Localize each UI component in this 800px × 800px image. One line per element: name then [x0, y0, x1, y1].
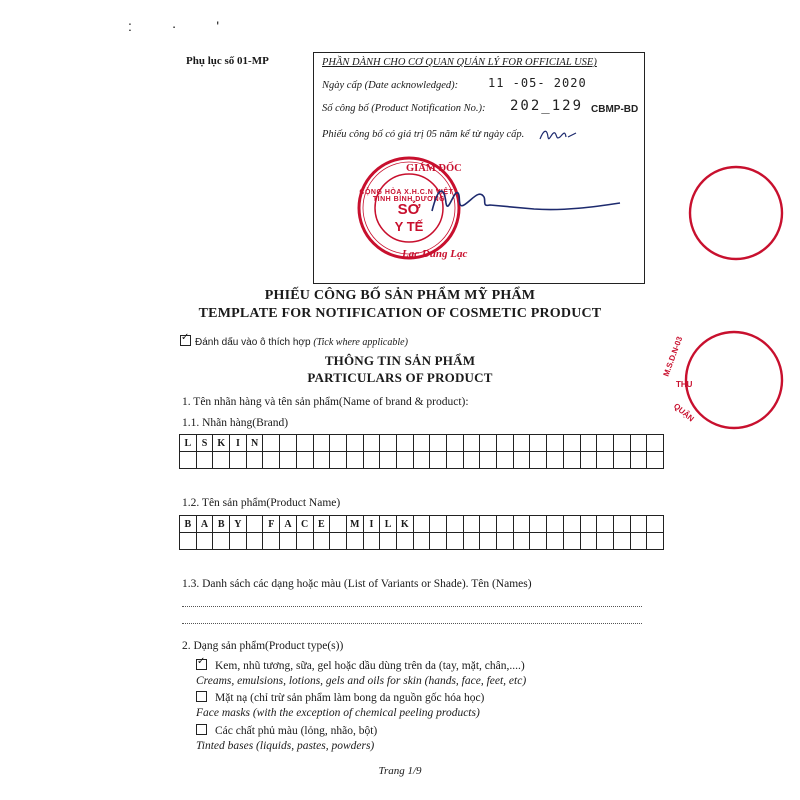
brand-grid-cell	[613, 452, 630, 469]
signer-name: Lạc Dung Lạc	[402, 248, 468, 260]
side-seal-text-3: QUẬN	[671, 401, 696, 424]
product-grid-cell: M	[346, 516, 363, 533]
product-type-1	[196, 659, 525, 672]
brand-grid-cell	[213, 452, 230, 469]
initials-signature	[538, 125, 578, 145]
brand-grid-cell	[430, 435, 447, 452]
product-grid-cell: C	[296, 516, 313, 533]
product-grid-row	[180, 533, 664, 550]
product-grid-cell	[630, 516, 647, 533]
product-grid-cell	[530, 533, 547, 550]
brand-grid-cell	[330, 435, 347, 452]
seal-center-bottom: Y TẾ	[394, 219, 424, 234]
date-label: Ngày cấp (Date acknowledged):	[322, 80, 459, 91]
brand-grid-cell: S	[196, 435, 213, 452]
brand-grid-cell	[380, 435, 397, 452]
brand-grid-row	[180, 435, 664, 452]
seal-ring-text: CỘNG HÒA X.H.C.N VIỆT · TỈNH BÌNH DƯƠNG	[359, 189, 459, 203]
checkbox-icon	[180, 335, 191, 346]
brand-grid-cell	[430, 452, 447, 469]
brand-grid-cell	[597, 435, 614, 452]
product-grid-cell	[513, 533, 530, 550]
brand-grid-cell	[647, 452, 664, 469]
seal-center-top: SỞ	[397, 201, 421, 218]
section-title-en: PARTICULARS OF PRODUCT	[307, 370, 493, 385]
side-seal-top	[656, 165, 800, 265]
product-grid-cell	[430, 533, 447, 550]
product-grid-cell	[363, 533, 380, 550]
product-type-2-en: Face masks (with the exception of chemical peeling products)	[196, 707, 480, 719]
variants-line-2	[182, 623, 642, 624]
product-grid-cell: I	[363, 516, 380, 533]
question-2: 2. Dạng sản phẩm(Product type(s))	[182, 640, 344, 652]
notification-number-label: Số công bố (Product Notification No.):	[322, 103, 486, 114]
brand-grid-cell	[480, 452, 497, 469]
brand-grid-cell	[647, 435, 664, 452]
product-grid-cell: B	[213, 516, 230, 533]
page-number: Trang 1/9	[378, 765, 422, 777]
product-grid-cell	[547, 516, 564, 533]
brand-grid-row	[180, 452, 664, 469]
brand-grid-cell: L	[180, 435, 197, 452]
section-title-vi: THÔNG TIN SẢN PHẨM	[324, 353, 476, 368]
product-type-1-checkbox[interactable]	[196, 659, 207, 670]
brand-grid-cell	[180, 452, 197, 469]
signer-title: GIÁM ĐỐC	[406, 163, 462, 174]
brand-grid-cell	[447, 452, 464, 469]
brand-grid-cell	[380, 452, 397, 469]
brand-grid-cell	[313, 452, 330, 469]
product-grid-cell	[613, 533, 630, 550]
brand-grid-cell	[580, 435, 597, 452]
brand-grid-cell	[447, 435, 464, 452]
product-type-2	[196, 691, 484, 704]
brand-grid-cell	[296, 435, 313, 452]
appendix-label: Phụ lục số 01-MP	[186, 55, 269, 67]
product-grid-cell	[597, 516, 614, 533]
brand-grid-cell	[563, 452, 580, 469]
product-grid-cell	[530, 516, 547, 533]
product-grid-cell	[430, 516, 447, 533]
product-grid-cell: F	[263, 516, 280, 533]
product-grid-cell	[497, 516, 514, 533]
product-type-3-en: Tinted bases (liquids, pastes, powders)	[196, 740, 375, 752]
product-grid-cell: L	[380, 516, 397, 533]
brand-grid-cell	[547, 452, 564, 469]
product-grid-cell: B	[180, 516, 197, 533]
director-signature	[424, 181, 624, 221]
tick-note-vi: Đánh dấu vào ô thích hợp	[195, 337, 311, 348]
brand-grid-cell	[346, 435, 363, 452]
product-grid-cell	[296, 533, 313, 550]
question-1-2: 1.2. Tên sản phẩm(Product Name)	[182, 497, 341, 509]
product-grid-row	[180, 516, 664, 533]
product-grid-cell	[413, 533, 430, 550]
product-grid-cell	[246, 516, 263, 533]
form-title-en: TEMPLATE FOR NOTIFICATION OF COSMETIC PRODUCT	[198, 306, 602, 321]
brand-grid-cell	[413, 452, 430, 469]
product-type-3-vi: Các chất phủ màu (lỏng, nhão, bột)	[215, 725, 378, 737]
brand-grid-cell	[230, 452, 247, 469]
brand-grid-cell	[280, 435, 297, 452]
brand-grid-cell	[263, 435, 280, 452]
product-grid-cell	[396, 533, 413, 550]
brand-grid-cell	[246, 452, 263, 469]
product-type-1-en: Creams, emulsions, lotions, gels and oils for skin (hands, face, feet, etc)	[196, 675, 527, 687]
product-grid-cell: Y	[230, 516, 247, 533]
validity-note: Phiếu công bố có giá trị 05 năm kể từ ngày cấp.	[322, 129, 525, 140]
date-value: 11 -05- 2020	[488, 76, 587, 90]
product-grid-cell	[180, 533, 197, 550]
product-grid-cell: E	[313, 516, 330, 533]
product-type-1-vi: Kem, nhũ tương, sữa, gel hoặc dầu dùng trên da (tay, mặt, chân,....)	[215, 660, 525, 672]
brand-grid-cell	[530, 452, 547, 469]
brand-grid-cell: I	[230, 435, 247, 452]
brand-grid-cell	[513, 452, 530, 469]
product-grid-cell	[346, 533, 363, 550]
brand-grid-cell	[413, 435, 430, 452]
product-grid-cell	[480, 533, 497, 550]
product-grid-cell	[497, 533, 514, 550]
tick-note	[180, 335, 408, 348]
official-use-title: PHẦN DÀNH CHO CƠ QUAN QUẢN LÝ FOR OFFICIAL USE)	[322, 57, 597, 68]
product-grid-cell: A	[196, 516, 213, 533]
product-grid-cell	[647, 533, 664, 550]
product-grid-cell	[580, 516, 597, 533]
product-grid-cell	[447, 516, 464, 533]
product-type-3-checkbox[interactable]	[196, 724, 207, 735]
product-type-2-checkbox[interactable]	[196, 691, 207, 702]
question-1: 1. Tên nhãn hàng và tên sản phẩm(Name of brand & product):	[182, 396, 469, 408]
product-grid-cell	[330, 533, 347, 550]
brand-grid-cell	[563, 435, 580, 452]
product-grid-cell	[563, 516, 580, 533]
brand-grid-cell	[363, 452, 380, 469]
brand-grid-cell	[547, 435, 564, 452]
brand-grid-cell: K	[213, 435, 230, 452]
question-1-3: 1.3. Danh sách các dạng hoặc màu (List of Variants or Shade). Tên (Names)	[182, 578, 532, 590]
product-grid-cell: A	[280, 516, 297, 533]
brand-grid-cell	[613, 435, 630, 452]
product-grid-cell: K	[396, 516, 413, 533]
product-grid-cell	[613, 516, 630, 533]
form-title-vi: PHIẾU CÔNG BỐ SẢN PHẨM MỸ PHẨM	[264, 288, 536, 303]
notification-number-value: 202_129	[510, 98, 584, 114]
product-name-grid	[179, 515, 664, 550]
brand-grid-cell	[630, 435, 647, 452]
brand-grid-cell	[330, 452, 347, 469]
brand-grid-cell	[530, 435, 547, 452]
brand-grid-cell	[280, 452, 297, 469]
product-grid-cell	[196, 533, 213, 550]
product-grid-cell	[630, 533, 647, 550]
tick-note-en: (Tick where applicable)	[313, 337, 408, 348]
official-use-box	[313, 52, 645, 284]
product-grid-cell	[463, 516, 480, 533]
product-grid-cell	[447, 533, 464, 550]
product-grid-cell	[597, 533, 614, 550]
brand-grid-cell	[396, 435, 413, 452]
brand-grid-cell	[196, 452, 213, 469]
brand-grid-cell	[296, 452, 313, 469]
brand-grid-cell	[363, 435, 380, 452]
brand-grid-cell	[497, 452, 514, 469]
product-grid-cell	[380, 533, 397, 550]
brand-grid-cell	[463, 435, 480, 452]
brand-grid-cell	[263, 452, 280, 469]
product-type-2-vi: Mặt nạ (chỉ trừ sản phẩm làm bong da nguồn gốc hóa học)	[215, 692, 485, 704]
brand-grid-cell	[396, 452, 413, 469]
brand-grid-cell	[346, 452, 363, 469]
product-grid-cell	[330, 516, 347, 533]
brand-grid-cell	[513, 435, 530, 452]
product-grid-cell	[513, 516, 530, 533]
side-seal-text-1: M.S.D.N-03	[661, 335, 685, 378]
product-grid-cell	[263, 533, 280, 550]
product-grid-cell	[563, 533, 580, 550]
notification-number-suffix: CBMP-BD	[591, 104, 639, 115]
brand-grid-cell	[597, 452, 614, 469]
scan-marks: : · '	[128, 18, 238, 34]
product-grid-cell	[580, 533, 597, 550]
variants-line-1	[182, 606, 642, 607]
product-grid-cell	[463, 533, 480, 550]
brand-grid-cell	[497, 435, 514, 452]
brand-grid-cell	[630, 452, 647, 469]
brand-grid-cell	[480, 435, 497, 452]
product-grid-cell	[230, 533, 247, 550]
question-1-1: 1.1. Nhãn hàng(Brand)	[182, 417, 289, 429]
product-grid-cell	[246, 533, 263, 550]
product-grid-cell	[547, 533, 564, 550]
brand-grid	[179, 434, 664, 469]
brand-grid-cell	[463, 452, 480, 469]
product-grid-cell	[313, 533, 330, 550]
brand-grid-cell	[580, 452, 597, 469]
brand-grid-cell: N	[246, 435, 263, 452]
product-grid-cell	[413, 516, 430, 533]
brand-grid-cell	[313, 435, 330, 452]
product-grid-cell	[480, 516, 497, 533]
product-grid-cell	[647, 516, 664, 533]
side-seal-text-2: THU	[676, 380, 693, 389]
product-grid-cell	[280, 533, 297, 550]
product-type-3	[196, 724, 377, 737]
product-grid-cell	[213, 533, 230, 550]
